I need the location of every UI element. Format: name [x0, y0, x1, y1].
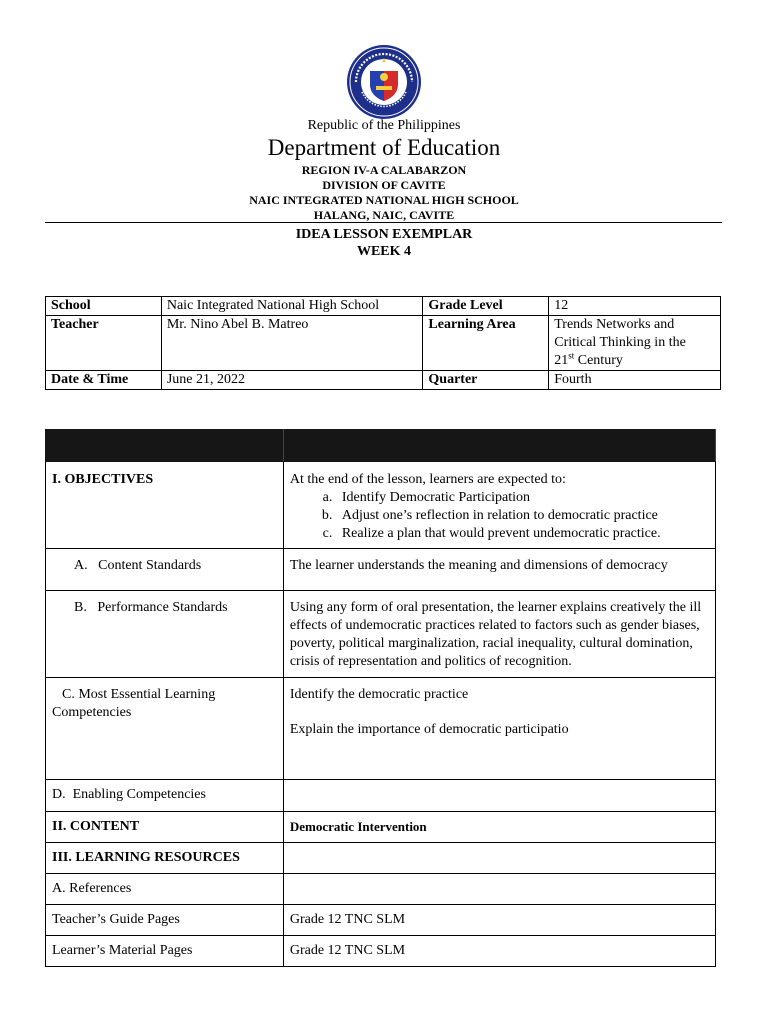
grade-level-label: Grade Level	[423, 297, 549, 316]
lesson-table	[45, 429, 716, 967]
title-line1: IDEA LESSON EXEMPLAR	[295, 227, 473, 242]
objectives-label: I. OBJECTIVES	[46, 462, 284, 549]
performance-standards-label: B. Performance Standards	[46, 591, 284, 678]
century-number: 21	[554, 353, 569, 368]
learners-material-value: Grade 12 TNC SLM	[283, 936, 715, 967]
century-word: Century	[574, 353, 623, 368]
info-row	[46, 371, 721, 390]
teachers-guide-label: Teacher’s Guide Pages	[46, 905, 284, 936]
references-value	[283, 874, 715, 905]
learning-area-line1: Trends Networks and	[554, 317, 675, 332]
info-table	[45, 296, 721, 390]
performance-standards-row	[46, 591, 716, 678]
performance-standards-value: Using any form of oral presentation, the learner explains creatively the ill effects of undemocratic practices related to factors such as gender biases, poverty, political marginalization, racial inequality, cultural domination, crisis of representation and politics of recognition.	[283, 591, 715, 678]
school-label: School	[46, 297, 162, 316]
teacher-label: Teacher	[46, 316, 162, 371]
school-line: NAIC INTEGRATED NATIONAL HIGH SCHOOL	[249, 193, 519, 207]
info-row	[46, 316, 721, 371]
learners-material-label: Learner’s Material Pages	[46, 936, 284, 967]
list-item: a. Identify Democratic Participation	[336, 489, 709, 507]
republic-line: Republic of the Philippines	[307, 118, 461, 133]
content-label: II. CONTENT	[46, 812, 284, 843]
quarter-value: Fourth	[549, 371, 721, 390]
century-suffix: st	[568, 350, 575, 361]
office-header	[0, 163, 768, 223]
tg-row	[46, 905, 716, 936]
document-title	[0, 226, 768, 260]
melc-row	[46, 678, 716, 780]
enabling-value	[283, 780, 715, 812]
learning-area-line2: Critical Thinking in the	[554, 335, 686, 350]
resources-value	[283, 843, 715, 874]
header-cell	[283, 430, 715, 462]
objectives-list	[290, 489, 709, 543]
date-time-value: June 21, 2022	[161, 371, 423, 390]
learning-area-label: Learning Area	[423, 316, 549, 371]
melc-label: C. Most Essential Learning Competencies	[46, 678, 284, 780]
resources-label: III. LEARNING RESOURCES	[46, 843, 284, 874]
objectives-cell	[283, 462, 715, 549]
division-line: DIVISION OF CAVITE	[322, 178, 446, 192]
teacher-value: Mr. Nino Abel B. Matreo	[161, 316, 423, 371]
deped-seal-logo	[346, 44, 422, 120]
content-standards-label: A. Content Standards	[46, 549, 284, 591]
melc-value-1: Identify the democratic practice	[289, 687, 469, 702]
info-row	[46, 297, 721, 316]
learning-area-value	[549, 316, 721, 371]
header-divider	[45, 222, 722, 223]
content-standards-row	[46, 549, 716, 591]
quarter-label: Quarter	[423, 371, 549, 390]
title-line2: WEEK 4	[356, 244, 412, 259]
content-row	[46, 812, 716, 843]
address-line: HALANG, NAIC, CAVITE	[313, 208, 455, 222]
teachers-guide-value: Grade 12 TNC SLM	[283, 905, 715, 936]
date-time-label: Date & Time	[46, 371, 162, 390]
content-value: Democratic Intervention	[283, 812, 715, 843]
learning-area-line3	[554, 352, 715, 370]
content-standards-value: The learner understands the meaning and dimensions of democracy	[283, 549, 715, 591]
school-value: Naic Integrated National High School	[161, 297, 423, 316]
enabling-label: D. Enabling Competencies	[46, 780, 284, 812]
department-title: Department of Education	[267, 135, 501, 160]
enabling-row	[46, 780, 716, 812]
grade-level-value: 12	[549, 297, 721, 316]
objectives-row	[46, 462, 716, 549]
resources-row	[46, 843, 716, 874]
references-row	[46, 874, 716, 905]
region-line: REGION IV-A CALABARZON	[301, 163, 467, 177]
references-label: A. References	[46, 874, 284, 905]
list-item: c. Realize a plan that would prevent undemocratic practice.	[336, 525, 709, 543]
header-cell	[46, 430, 284, 462]
melc-value-2: Explain the importance of democratic participatio	[289, 722, 569, 737]
lm-row	[46, 936, 716, 967]
objectives-intro: At the end of the lesson, learners are expected to:	[289, 472, 566, 487]
melc-cell	[283, 678, 715, 780]
table-header-bar	[46, 430, 716, 462]
list-item: b. Adjust one’s reflection in relation to democratic practice	[336, 507, 709, 525]
